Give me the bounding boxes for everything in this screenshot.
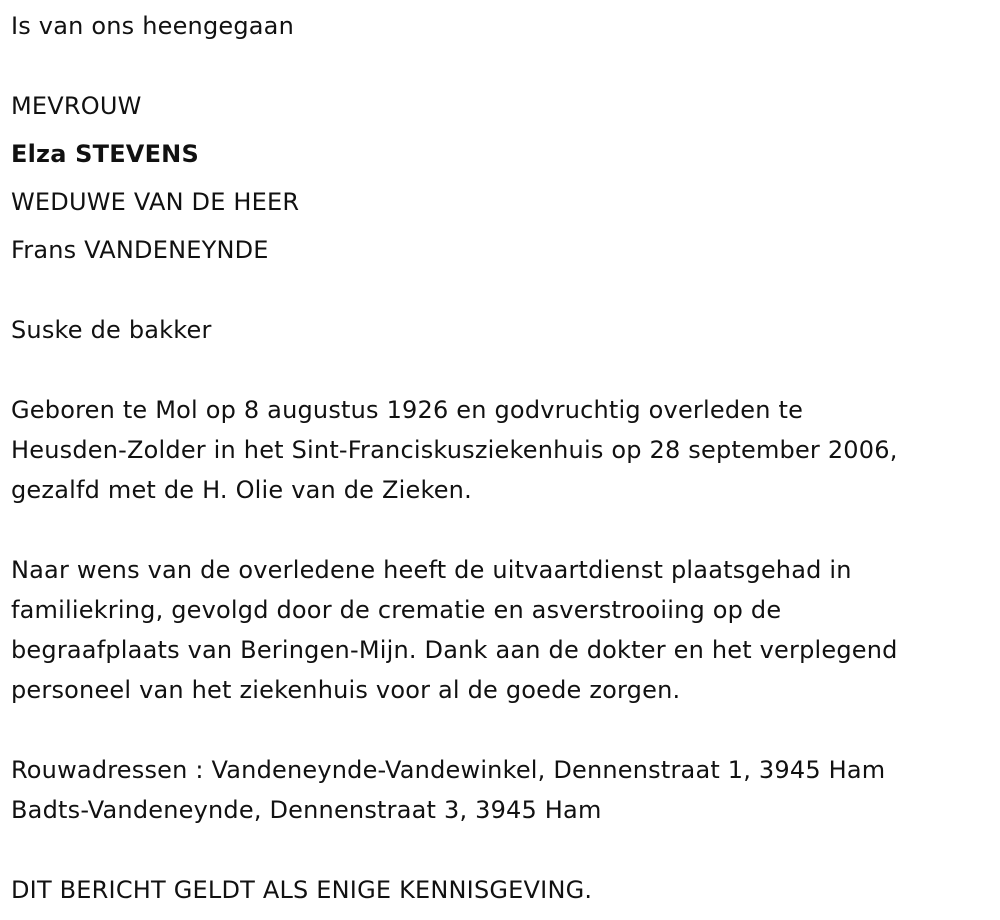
birth-death-line: Heusden-Zolder in het Sint-Franciskusziekenhuis op 28 september 2006, [11, 436, 898, 464]
birth-death-line: gezalfd met de H. Olie van de Zieken. [11, 476, 472, 504]
funeral-line: familiekring, gevolgd door de crematie en asverstrooiing op de [11, 596, 782, 624]
nickname: Suske de bakker [11, 316, 212, 344]
closing-text: DIT BERICHT GELDT ALS ENIGE KENNISGEVING. [11, 876, 593, 904]
funeral-line: personeel van het ziekenhuis voor al de goede zorgen. [11, 676, 681, 704]
funeral-line: begraafplaats van Beringen-Mijn. Dank aan de dokter en het verplegend [11, 636, 898, 664]
address-line: Badts-Vandeneynde, Dennenstraat 3, 3945 Ham [11, 796, 602, 824]
deceased-name: Elza STEVENS [11, 140, 199, 168]
relation-text: WEDUWE VAN DE HEER [11, 188, 300, 216]
funeral-line: Naar wens van de overledene heeft de uitvaartdienst plaatsgehad in [11, 556, 852, 584]
birth-death-line: Geboren te Mol op 8 augustus 1926 en godvruchtig overleden te [11, 396, 804, 424]
spouse-name: Frans VANDENEYNDE [11, 236, 269, 264]
title-prefix: MEVROUW [11, 92, 142, 120]
intro-text: Is van ons heengegaan [11, 12, 295, 40]
address-line: Rouwadressen : Vandeneynde-Vandewinkel, Dennenstraat 1, 3945 Ham [11, 756, 886, 784]
